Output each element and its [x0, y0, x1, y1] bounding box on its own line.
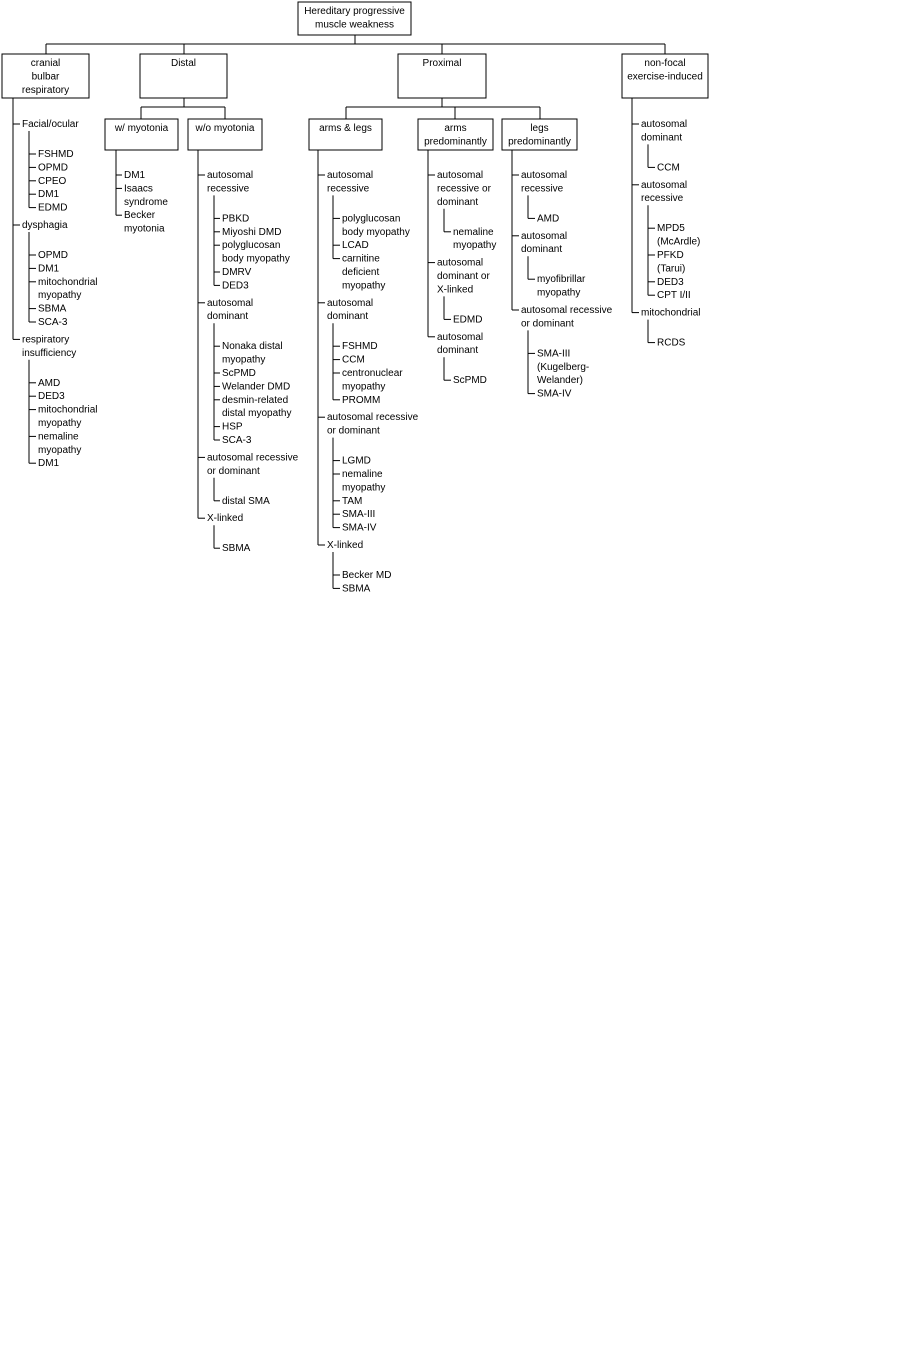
cranial-item-nemaline-myopathy-line: nemaline: [38, 431, 79, 443]
legs-pred-item-sma-iii-kugelberg-welander: [537, 348, 589, 386]
category-cranial-bulbar-respiratory-label-line: cranial: [30, 58, 61, 69]
cranial-item-nemaline-myopathy: [38, 431, 81, 455]
cranial-group-respiratory-insufficiency-label: [22, 334, 76, 358]
arms-legs-item-nemaline-myopathy: [342, 469, 385, 493]
cranial-group-respiratory-insufficiency-label-line: respiratory: [22, 334, 70, 346]
cranial-item-edmd-line: EDMD: [38, 202, 68, 214]
sub-arms-legs-label-line: arms & legs: [319, 123, 372, 134]
arms-legs-item-polyglucosan-body-myopathy-line: polyglucosan: [342, 213, 401, 225]
cranial-item-sbma: [38, 304, 67, 315]
arms-pred-item-nemaline-myopathy-line: myopathy: [453, 240, 497, 252]
legs-pred-item-myofibrillar-myopathy: [537, 274, 586, 298]
arms-legs-item-carnitine-deficient-myopathy: [342, 254, 385, 292]
cranial-item-mitochondrial-myopathy: [38, 405, 97, 429]
nonfocal-item-ded3-line: DED3: [657, 276, 684, 288]
arms-legs-item-becker-md-line: Becker MD: [342, 570, 392, 581]
wo-myotonia-group-autosomal-recessive-or-dominant-label: [207, 452, 299, 476]
w-myotonia-item-isaacs-syndrome-line: syndrome: [124, 196, 168, 208]
w-myotonia-item-becker-myotonia-line: Becker: [124, 210, 156, 222]
arms-legs-item-carnitine-deficient-myopathy-line: carnitine: [342, 253, 380, 265]
sub-legs-predominantly-label-line: predominantly: [508, 136, 571, 148]
legs-pred-group-autosomal-recessive-or-dominant-label: [521, 305, 613, 329]
arms-legs-group-autosomal-dominant-label-line: dominant: [327, 311, 369, 323]
category-proximal-label-line: Proximal: [422, 58, 462, 69]
root-box: [298, 2, 411, 35]
arms-pred-group-autosomal-dominant-label: [437, 332, 483, 356]
nonfocal-group-mitochondrial-label: [641, 308, 700, 319]
wo-myotonia-group-x-linked-label: [207, 513, 243, 524]
sub-w-myotonia-label: [114, 123, 169, 134]
arms-pred-group-autosomal-recessive-or-dominant-label-line: autosomal: [437, 170, 484, 181]
cranial-item-opmd-line: OPMD: [38, 250, 68, 261]
wo-myotonia-item-welander-dmd-line: Welander DMD: [222, 381, 291, 393]
cranial-group-respiratory-insufficiency-label-line: insufficiency: [22, 347, 77, 359]
sub-arms-legs: [309, 119, 382, 150]
arms-legs-group-autosomal-recessive-or-dominant-label-line: autosomal recessive: [327, 412, 419, 424]
category-cranial-bulbar-respiratory: [2, 54, 89, 98]
cranial-item-edmd: [38, 203, 67, 214]
arms-pred-group-autosomal-recessive-or-dominant-label: [437, 170, 492, 208]
sub-legs-predominantly: [502, 119, 577, 150]
root-box-label-line: Hereditary progressive: [304, 6, 405, 17]
arms-legs-group-autosomal-recessive-label-line: recessive: [327, 183, 370, 195]
legs-pred-item-amd-line: AMD: [537, 213, 560, 225]
sub-legs-predominantly-label-line: legs: [530, 123, 549, 134]
wo-myotonia-item-pbkd-line: PBKD: [222, 213, 250, 225]
cranial-item-mitochondrial-myopathy: [38, 277, 97, 301]
arms-legs-item-sma-iv: [342, 523, 377, 534]
wo-myotonia-group-autosomal-recessive-or-dominant-label-line: autosomal recessive: [207, 452, 299, 464]
arms-legs-group-autosomal-dominant-label-line: autosomal: [327, 297, 374, 309]
wo-myotonia-item-nonaka-distal-myopathy-line: myopathy: [222, 354, 266, 366]
arms-pred-group-autosomal-recessive-or-dominant-label-line: dominant: [437, 196, 479, 208]
arms-pred-item-edmd: [453, 314, 482, 325]
cranial-item-dm1: [38, 189, 60, 200]
arms-legs-group-autosomal-recessive-label: [327, 170, 373, 194]
cranial-group-facial-ocular-label: [22, 119, 79, 130]
w-myotonia-item-becker-myotonia-line: myotonia: [124, 223, 165, 235]
nonfocal-item-pfkd-tarui-line: PFKD: [657, 250, 684, 261]
nonfocal-group-autosomal-recessive-label: [641, 180, 687, 204]
cranial-group-facial-ocular-label-line: Facial/ocular: [22, 119, 79, 130]
cranial-item-opmd: [38, 250, 68, 261]
nonfocal-item-ccm-line: CCM: [657, 162, 680, 174]
arms-legs-group-x-linked-label: [327, 540, 363, 551]
cranial-item-opmd-line: OPMD: [38, 162, 68, 174]
legs-pred-item-sma-iv-line: SMA-IV: [537, 388, 572, 400]
arms-legs-item-nemaline-myopathy-line: nemaline: [342, 469, 383, 480]
arms-legs-item-centronuclear-myopathy-line: myopathy: [342, 381, 386, 393]
arms-pred-group-autosomal-dominant-or-x-linked-label-line: X-linked: [437, 284, 474, 296]
wo-myotonia-item-sbma-line: SBMA: [222, 543, 251, 555]
arms-pred-group-autosomal-dominant-label-line: autosomal: [437, 331, 484, 343]
nonfocal-item-pfkd-tarui: [657, 250, 685, 274]
legs-pred-item-sma-iii-kugelberg-welander-line: SMA-III: [537, 348, 571, 360]
wo-myotonia-group-autosomal-dominant-label: [207, 298, 253, 322]
arms-legs-item-nemaline-myopathy-line: myopathy: [342, 482, 386, 494]
nonfocal-item-ded3: [657, 277, 684, 288]
arms-pred-group-autosomal-dominant-label-line: dominant: [437, 345, 479, 357]
wo-myotonia-item-sca-3: [222, 435, 252, 446]
arms-legs-item-carnitine-deficient-myopathy-line: deficient: [342, 267, 380, 278]
arms-legs-item-becker-md: [342, 570, 391, 581]
w-myotonia-item-becker-myotonia: [124, 210, 165, 234]
legs-pred-item-amd: [537, 213, 559, 224]
cranial-item-amd-line: AMD: [38, 377, 61, 389]
w-myotonia-item-isaacs-syndrome: [124, 183, 168, 207]
arms-pred-group-autosomal-dominant-or-x-linked-label-line: dominant or: [437, 271, 490, 282]
nonfocal-group-autosomal-recessive-label-line: autosomal: [641, 179, 688, 191]
arms-legs-item-fshmd: [342, 341, 378, 352]
sub-wo-myotonia-label: [195, 123, 255, 134]
wo-myotonia-item-desmin-related-distal-myopathy-line: distal myopathy: [222, 408, 292, 420]
category-distal: [140, 54, 227, 98]
cranial-item-fshmd: [38, 149, 74, 160]
arms-legs-group-autosomal-recessive-or-dominant-label-line: or dominant: [327, 425, 380, 437]
legs-pred-item-myofibrillar-myopathy-line: myopathy: [537, 287, 581, 299]
wo-myotonia-group-autosomal-dominant-label-line: dominant: [207, 311, 249, 323]
w-myotonia-item-dm1-line: DM1: [124, 170, 146, 181]
category-distal-label: [171, 58, 196, 69]
wo-myotonia-item-scpmd: [222, 368, 256, 379]
arms-pred-item-scpmd: [453, 375, 487, 386]
arms-legs-item-tam-line: TAM: [342, 495, 363, 507]
wo-myotonia-item-polyglucosan-body-myopathy: [222, 240, 290, 264]
category-cranial-bulbar-respiratory-label-line: respiratory: [21, 84, 70, 96]
arms-legs-item-lcad-line: LCAD: [342, 240, 369, 252]
cranial-item-mitochondrial-myopathy-line: mitochondrial: [38, 276, 98, 288]
wo-myotonia-item-nonaka-distal-myopathy: [222, 341, 283, 365]
sub-w-myotonia: [105, 119, 178, 150]
category-proximal: [398, 54, 486, 98]
wo-myotonia-item-hsp-line: HSP: [222, 421, 243, 433]
cranial-group-dysphagia-label-line: dysphagia: [22, 220, 68, 231]
cranial-item-fshmd-line: FSHMD: [38, 149, 74, 160]
arms-legs-item-ccm-line: CCM: [342, 354, 365, 366]
wo-myotonia-item-desmin-related-distal-myopathy: [222, 395, 291, 419]
nonfocal-group-autosomal-dominant-label-line: dominant: [641, 132, 683, 144]
cranial-item-amd: [38, 378, 60, 389]
wo-myotonia-item-welander-dmd: [222, 381, 290, 392]
sub-arms-predominantly: [418, 119, 493, 150]
arms-legs-item-sma-iv-line: SMA-IV: [342, 522, 377, 534]
nonfocal-item-cpt-i-ii-line: CPT I/II: [657, 290, 691, 302]
wo-myotonia-item-ded3: [222, 280, 249, 291]
legs-pred-item-sma-iv: [537, 389, 572, 400]
arms-legs-item-sma-iii-line: SMA-III: [342, 509, 376, 521]
arms-legs-item-fshmd-line: FSHMD: [342, 341, 378, 353]
wo-myotonia-group-autosomal-recessive-label-line: recessive: [207, 183, 250, 195]
sub-arms-predominantly-label-line: predominantly: [424, 136, 487, 148]
arms-pred-item-edmd-line: EDMD: [453, 314, 483, 326]
arms-legs-item-tam: [342, 496, 362, 507]
arms-legs-item-lgmd: [342, 456, 371, 467]
nonfocal-item-pfkd-tarui-line: (Tarui): [657, 263, 686, 275]
nonfocal-item-rcds-line: RCDS: [657, 337, 686, 349]
cranial-item-cpeo: [38, 176, 67, 187]
wo-myotonia-item-scpmd-line: ScPMD: [222, 368, 256, 379]
category-non-focal-exercise-induced-label-line: exercise-induced: [627, 71, 703, 83]
arms-pred-item-scpmd-line: ScPMD: [453, 375, 487, 387]
arms-legs-group-x-linked-label-line: X-linked: [327, 540, 364, 551]
arms-legs-item-promm-line: PROMM: [342, 394, 381, 406]
arms-legs-group-autosomal-recessive-or-dominant-label: [327, 412, 419, 436]
arms-legs-item-sbma-line: SBMA: [342, 583, 371, 595]
cranial-item-sbma-line: SBMA: [38, 303, 67, 315]
legs-pred-group-autosomal-recessive-label-line: recessive: [521, 183, 564, 195]
wo-myotonia-item-desmin-related-distal-myopathy-line: desmin-related: [222, 394, 289, 406]
nonfocal-item-ccm: [657, 162, 680, 173]
legs-pred-group-autosomal-dominant-label-line: autosomal: [521, 230, 568, 242]
cranial-item-nemaline-myopathy-line: myopathy: [38, 444, 82, 456]
arms-pred-item-nemaline-myopathy-line: nemaline: [453, 226, 494, 238]
nonfocal-item-cpt-i-ii: [657, 290, 691, 301]
wo-myotonia-item-polyglucosan-body-myopathy-line: body myopathy: [222, 253, 290, 265]
wo-myotonia-group-autosomal-dominant-label-line: autosomal: [207, 297, 254, 309]
legs-pred-group-autosomal-recessive-or-dominant-label-line: or dominant: [521, 318, 574, 330]
cranial-item-dm1-line: DM1: [38, 263, 60, 275]
cranial-item-dm1: [38, 263, 60, 274]
sub-wo-myotonia-label-line: w/o myotonia: [195, 123, 255, 134]
wo-myotonia-group-x-linked-label-line: X-linked: [207, 513, 244, 525]
arms-legs-item-carnitine-deficient-myopathy-line: myopathy: [342, 280, 386, 292]
w-myotonia-item-dm1: [124, 170, 146, 181]
wo-myotonia-item-dmrv: [222, 267, 252, 278]
arms-pred-item-nemaline-myopathy: [453, 227, 496, 251]
arms-pred-group-autosomal-dominant-or-x-linked-label: [437, 258, 490, 296]
wo-myotonia-item-dmrv-line: DMRV: [222, 267, 252, 278]
wo-myotonia-item-pbkd: [222, 213, 249, 224]
arms-legs-item-ccm: [342, 355, 365, 366]
sub-arms-predominantly-label-line: arms: [444, 123, 467, 134]
cranial-item-ded3: [38, 391, 65, 402]
wo-myotonia-item-sbma: [222, 543, 251, 554]
wo-myotonia-item-ded3-line: DED3: [222, 280, 249, 292]
arms-legs-item-centronuclear-myopathy-line: centronuclear: [342, 368, 403, 379]
arms-legs-item-sbma: [342, 583, 371, 594]
cranial-item-dm1: [38, 458, 60, 469]
sub-wo-myotonia: [188, 119, 262, 150]
wo-myotonia-item-miyoshi-dmd-line: Miyoshi DMD: [222, 226, 282, 238]
cranial-item-opmd: [38, 162, 68, 173]
category-proximal-label: [423, 58, 462, 69]
cranial-item-mitochondrial-myopathy-line: myopathy: [38, 290, 82, 302]
arms-legs-group-autosomal-recessive-label-line: autosomal: [327, 170, 374, 181]
legs-pred-item-sma-iii-kugelberg-welander-line: Welander): [537, 375, 583, 387]
wo-myotonia-group-autosomal-recessive-label-line: autosomal: [207, 170, 254, 181]
nonfocal-item-mpd5-mcardle-line: (McArdle): [657, 236, 701, 248]
cranial-item-sca-3-line: SCA-3: [38, 317, 68, 328]
cranial-item-mitochondrial-myopathy-line: mitochondrial: [38, 404, 98, 416]
cranial-item-sca-3: [38, 317, 68, 328]
arms-legs-item-promm: [342, 395, 380, 406]
arms-legs-item-sma-iii: [342, 509, 375, 520]
wo-myotonia-group-autosomal-recessive-or-dominant-label-line: or dominant: [207, 465, 260, 477]
wo-myotonia-item-distal-sma-line: distal SMA: [222, 495, 270, 507]
arms-legs-group-autosomal-dominant-label: [327, 298, 373, 322]
cranial-item-cpeo-line: CPEO: [38, 175, 67, 187]
arms-legs-item-lcad: [342, 240, 369, 251]
wo-myotonia-item-miyoshi-dmd: [222, 227, 281, 238]
legs-pred-item-myofibrillar-myopathy-line: myofibrillar: [537, 274, 586, 286]
wo-myotonia-item-sca-3-line: SCA-3: [222, 435, 252, 446]
nonfocal-group-autosomal-dominant-label: [641, 119, 687, 143]
wo-myotonia-group-autosomal-recessive-label: [207, 170, 253, 194]
nonfocal-group-autosomal-recessive-label-line: recessive: [641, 193, 684, 205]
wo-myotonia-item-hsp: [222, 422, 243, 433]
category-distal-label-line: Distal: [170, 58, 197, 69]
sub-arms-legs-label: [319, 123, 372, 134]
arms-legs-item-lgmd-line: LGMD: [342, 455, 371, 467]
arms-legs-item-centronuclear-myopathy: [342, 368, 403, 392]
category-non-focal-exercise-induced: [622, 54, 708, 98]
legs-pred-item-sma-iii-kugelberg-welander-line: (Kugelberg-: [537, 361, 590, 373]
category-cranial-bulbar-respiratory-label-line: bulbar: [31, 71, 60, 83]
cranial-item-dm1-line: DM1: [38, 458, 60, 470]
cranial-item-dm1-line: DM1: [38, 189, 60, 201]
legs-pred-group-autosomal-recessive-label-line: autosomal: [521, 170, 568, 181]
cranial-item-ded3-line: DED3: [38, 391, 65, 403]
wo-myotonia-item-nonaka-distal-myopathy-line: Nonaka distal: [222, 341, 283, 353]
legs-pred-group-autosomal-dominant-label-line: dominant: [521, 244, 563, 256]
legs-pred-group-autosomal-recessive-label: [521, 170, 567, 194]
cranial-group-dysphagia-label: [22, 220, 68, 231]
arms-pred-group-autosomal-dominant-or-x-linked-label-line: autosomal: [437, 257, 484, 269]
nonfocal-group-mitochondrial-label-line: mitochondrial: [641, 307, 701, 319]
root-box-label-line: muscle weakness: [315, 19, 394, 31]
wo-myotonia-item-polyglucosan-body-myopathy-line: polyglucosan: [222, 240, 281, 252]
nonfocal-group-autosomal-dominant-label-line: autosomal: [641, 119, 688, 130]
nonfocal-item-mpd5-mcardle-line: MPD5: [657, 223, 685, 235]
sub-w-myotonia-label-line: w/ myotonia: [114, 123, 169, 134]
cranial-item-mitochondrial-myopathy-line: myopathy: [38, 418, 82, 429]
wo-myotonia-item-distal-sma: [222, 496, 270, 507]
w-myotonia-item-isaacs-syndrome-line: Isaacs: [124, 183, 153, 195]
arms-legs-item-polyglucosan-body-myopathy-line: body myopathy: [342, 226, 410, 238]
category-non-focal-exercise-induced-label-line: non-focal: [644, 58, 686, 69]
legs-pred-group-autosomal-recessive-or-dominant-label-line: autosomal recessive: [521, 305, 613, 316]
nonfocal-item-mpd5-mcardle: [657, 223, 700, 247]
nonfocal-item-rcds: [657, 338, 686, 349]
arms-legs-item-polyglucosan-body-myopathy: [342, 213, 410, 237]
arms-pred-group-autosomal-recessive-or-dominant-label-line: recessive or: [437, 183, 491, 195]
legs-pred-group-autosomal-dominant-label: [521, 231, 567, 255]
